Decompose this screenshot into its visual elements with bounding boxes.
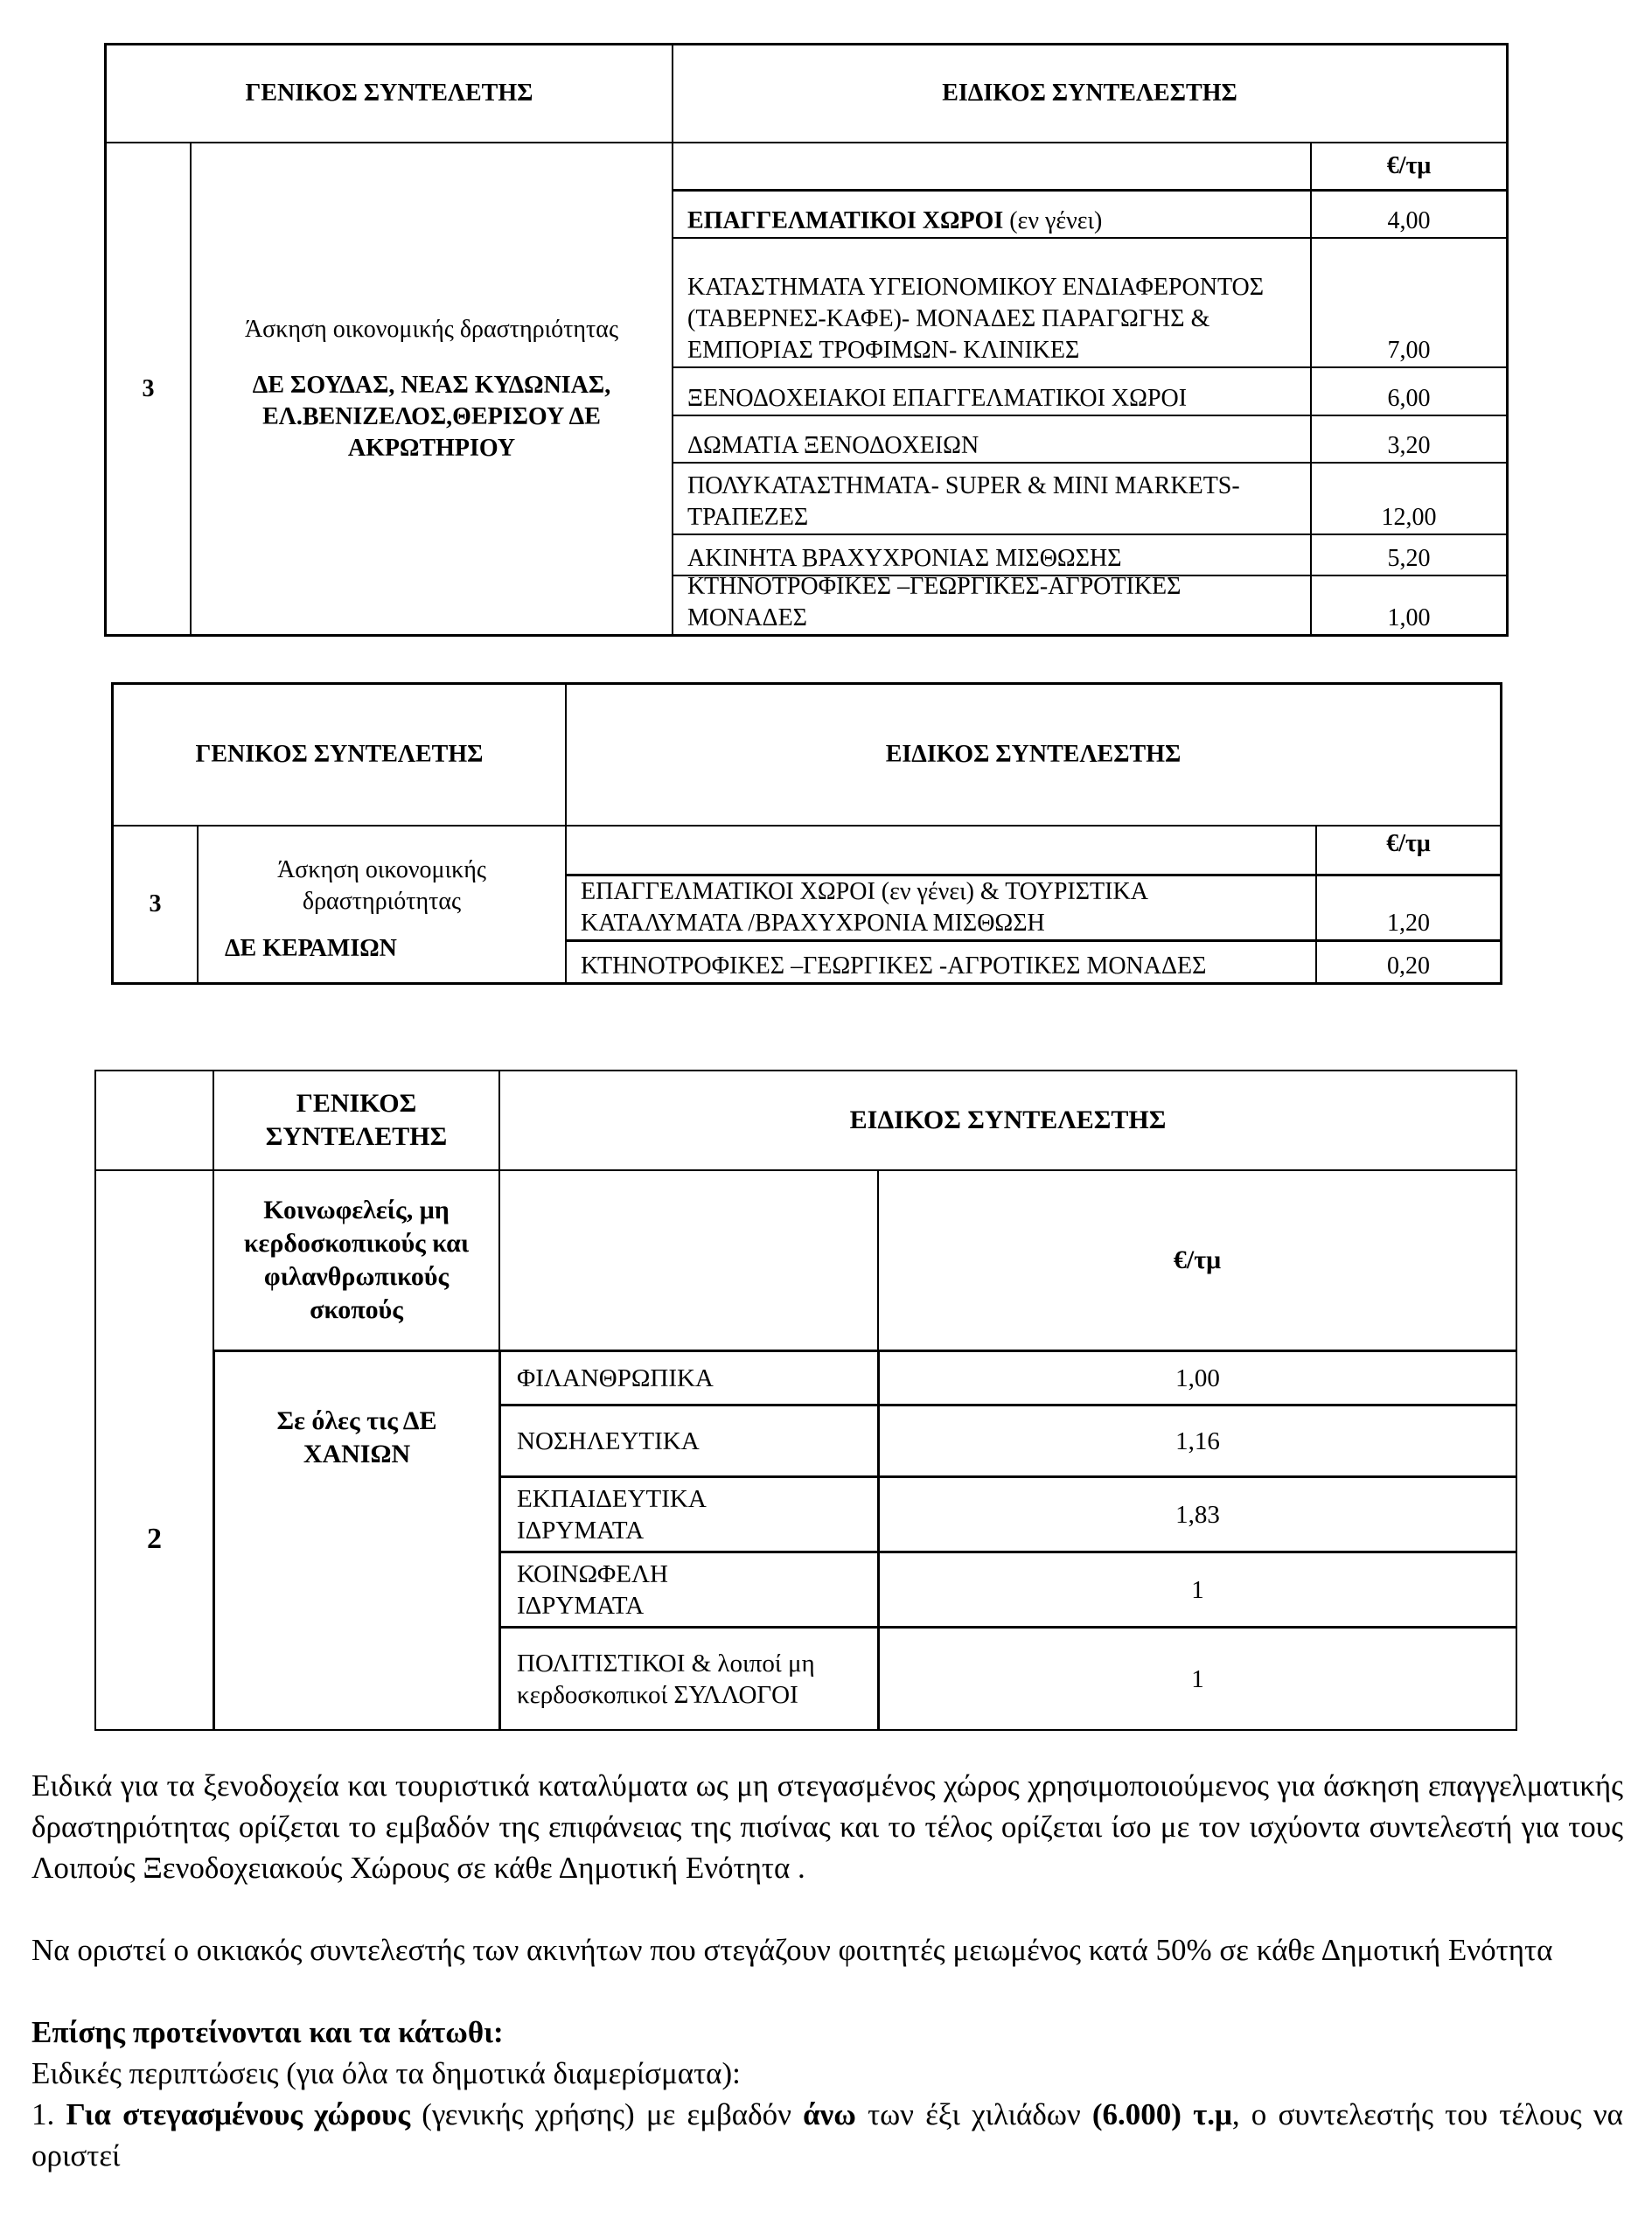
row-label-rest: (εν γένει) xyxy=(1003,207,1103,234)
row-value: 3,20 xyxy=(1310,415,1506,462)
paragraph-hotels-pools: Ειδικά για τα ξενοδοχεία και τουριστικά καταλύματα ως μη στεγασμένος χώρος χρησιμοποιούμενος για άσκηση επαγγελματικής δραστηριότητας ορίζεται το εμβαδόν της επιφάνειας της πισίνας και το τέλος ορίζεται ίσο με τον ισχύοντα συντελεστή για τους Λοιπούς Ξενοδοχειακούς Χώρους σε κάθε Δημοτική Ενότητα . xyxy=(31,1768,1623,1885)
list-item-1 xyxy=(31,2094,1623,2176)
row-label xyxy=(672,189,1310,237)
row-value: 1,20 xyxy=(1315,874,1500,939)
row-label: ΚΤΗΝΟΤΡΟΦΙΚΕΣ –ΓΕΩΡΓΙΚΕΣ-ΑΓΡΟΤΙΚΕΣ ΜΟΝΑΔΕΣ xyxy=(672,575,1310,634)
list-bold-c: (6.000) τ.μ xyxy=(1091,2097,1232,2131)
row-value: 1 xyxy=(877,1551,1516,1626)
unit-header-blank xyxy=(565,825,1315,874)
row-label xyxy=(498,1626,877,1729)
list-text-a: (γενικής χρήσης) με εμβαδόν xyxy=(410,2097,804,2131)
row-label-bold: ΕΠΑΓΓΕΛΜΑΤΙΚΟΙ ΧΩΡΟΙ xyxy=(687,207,1004,234)
list-bold-a: Για στεγασμένους χώρους xyxy=(66,2097,411,2131)
row-label: ΑΚΙΝΗΤΑ ΒΡΑΧΥΧΡΟΝΙΑΣ ΜΙΣΘΩΣΗΣ xyxy=(672,534,1310,575)
coefficient-value: 3 xyxy=(114,825,197,982)
unit-header: €/τμ xyxy=(1315,825,1500,874)
areas-label: ΔΕ ΚΕΡΑΜΙΩΝ xyxy=(225,935,397,962)
row-label xyxy=(498,1475,877,1551)
row-label: ΝΟΣΗΛΕΥΤΙΚΑ xyxy=(498,1404,877,1475)
paragraph-students: Να οριστεί ο οικιακός συντελεστής των ακινήτων που στεγάζουν φοιτητές μειωμένος κατά 50% σε κάθε Δημοτική Ενότητα xyxy=(31,1933,1553,1967)
header-special-coefficient: ΕΙΔΙΚΟΣ ΣΥΝΤΕΛΕΣΤΗΣ xyxy=(672,45,1506,142)
table-nonprofit xyxy=(94,1070,1517,1731)
row-value: 6,00 xyxy=(1310,366,1506,415)
areas-cell xyxy=(213,1350,498,1729)
row-value: 5,20 xyxy=(1310,534,1506,575)
row-value: 1 xyxy=(877,1626,1516,1729)
header-general-coefficient xyxy=(213,1071,498,1169)
row-label xyxy=(498,1551,877,1626)
header-general-label: ΓΕΝΙΚΟΣ ΣΥΝΤΕΛΕΤΗΣ xyxy=(265,1089,448,1151)
header-special-coefficient: ΕΙΔΙΚΟΣ ΣΥΝΤΕΛΕΣΤΗΣ xyxy=(565,685,1500,825)
list-bold-b: άνω xyxy=(803,2097,856,2131)
row-value: 1,00 xyxy=(1310,575,1506,634)
row-value: 1,16 xyxy=(877,1404,1516,1475)
list-text-c: , ο συντελεστής του τέλους να οριστεί xyxy=(31,2097,1624,2173)
blank-cell xyxy=(96,1169,213,1350)
activity-label: Άσκηση οικονομικής δραστηριότητας xyxy=(244,315,619,343)
unit-header-blank xyxy=(498,1169,877,1350)
coefficient-value: 2 xyxy=(147,1523,162,1555)
activity-cell xyxy=(197,825,565,982)
row-value: 1,83 xyxy=(877,1475,1516,1551)
table-zone-soudas xyxy=(104,43,1509,637)
activity-label: Άσκηση οικονομικής δραστηριότητας xyxy=(277,856,486,915)
row-label-text: ΠΟΛΙΤΙΣΤΙΚΟΙ & λοιποί μη κερδοσκοπικοί ΣΥΛΛΟΓΟΙ xyxy=(517,1649,815,1709)
row-label: ΚΑΤΑΣΤΗΜΑΤΑ ΥΓΕΙΟΝΟΜΙΚΟΥ ΕΝΔΙΑΦΕΡΟΝΤΟΣ (ΤΑΒΕΡΝΕΣ-ΚΑΦΕ)- ΜΟΝΑΔΕΣ ΠΑΡΑΓΩΓΗΣ & ΕΜΠΟΡΙΑΣ ΤΡΟΦΙΜΩΝ- ΚΛΙΝΙΚΕΣ xyxy=(672,237,1310,366)
activity-cell xyxy=(190,142,672,634)
header-special-coefficient: ΕΙΔΙΚΟΣ ΣΥΝΤΕΛΕΣΤΗΣ xyxy=(498,1071,1516,1169)
row-label: ΞΕΝΟΔΟΧΕΙΑΚΟΙ ΕΠΑΓΓΕΛΜΑΤΙΚΟΙ ΧΩΡΟΙ xyxy=(672,366,1310,415)
row-label-text: ΚΟΙΝΩΦΕΛΗ ΙΔΡΥΜΑΤΑ xyxy=(517,1559,668,1620)
table-zone-keramion xyxy=(111,682,1502,985)
header-general-coefficient: ΓΕΝΙΚΟΣ ΣΥΝΤΕΛΕΤΗΣ xyxy=(245,80,533,107)
unit-header: €/τμ xyxy=(1310,142,1506,189)
paragraph-special-cases: Ειδικές περιπτώσεις (για όλα τα δημοτικά διαμερίσματα): xyxy=(31,2056,741,2090)
purpose-label: Κοινωφελείς, μη κερδοσκοπικούς και φιλανθρωπικούς σκοπούς xyxy=(243,1196,470,1324)
unit-header-blank xyxy=(672,142,1310,189)
row-value: 1,00 xyxy=(877,1350,1516,1404)
row-value: 0,20 xyxy=(1315,939,1500,982)
row-value: 4,00 xyxy=(1310,189,1506,237)
coefficient-value: 3 xyxy=(107,142,190,634)
row-value: 7,00 xyxy=(1310,237,1506,366)
areas-label: ΔΕ ΣΟΥΔΑΣ, ΝΕΑΣ ΚΥΔΩΝΙΑΣ, ΕΛ.ΒΕΝΙΖΕΛΟΣ,ΘΕΡΙΣΟΥ ΔΕ ΑΚΡΩΤΗΡΙΟΥ xyxy=(252,371,611,462)
row-label: ΔΩΜΑΤΙΑ ΞΕΝΟΔΟΧΕΙΩΝ xyxy=(672,415,1310,462)
row-label: ΠΟΛΥΚΑΤΑΣΤΗΜΑΤΑ- SUPER & MINI MARKETS- ΤΡΑΠΕΖΕΣ xyxy=(672,462,1310,534)
areas-label: Σε όλες τις ΔΕ ΧΑΝΙΩΝ xyxy=(276,1406,437,1468)
row-label-text: ΕΚΠΑΙΔΕΥΤΙΚΑ ΙΔΡΥΜΑΤΑ xyxy=(517,1484,706,1545)
list-number: 1. xyxy=(31,2097,55,2131)
list-text-b: των έξι χιλιάδων xyxy=(855,2097,1092,2131)
row-label: ΚΤΗΝΟΤΡΟΦΙΚΕΣ –ΓΕΩΡΓΙΚΕΣ -ΑΓΡΟΤΙΚΕΣ ΜΟΝΑΔΕΣ xyxy=(565,939,1315,982)
purpose-cell xyxy=(213,1169,498,1350)
section-heading: Επίσης προτείνονται και τα κάτωθι: xyxy=(31,2015,504,2049)
header-blank xyxy=(96,1071,213,1169)
row-label: ΦΙΛΑΝΘΡΩΠΙΚΑ xyxy=(498,1350,877,1404)
header-general-coefficient: ΓΕΝΙΚΟΣ ΣΥΝΤΕΛΕΤΗΣ xyxy=(195,741,484,768)
unit-header: €/τμ xyxy=(877,1169,1516,1350)
row-label: ΕΠΑΓΓΕΛΜΑΤΙΚΟΙ ΧΩΡΟΙ (εν γένει) & ΤΟΥΡΙΣΤΙΚΑ ΚΑΤΑΛΥΜΑΤΑ /ΒΡΑΧΥΧΡΟΝΙΑ ΜΙΣΘΩΣΗ xyxy=(565,874,1315,939)
row-value: 12,00 xyxy=(1310,462,1506,534)
